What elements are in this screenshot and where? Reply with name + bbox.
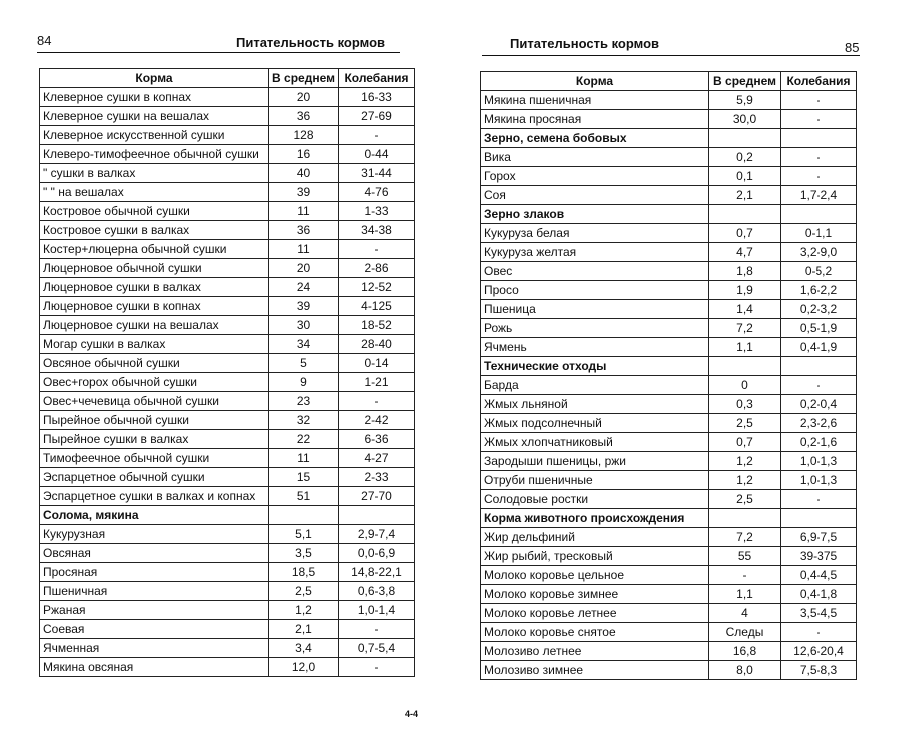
average-cell: 24 [269, 278, 339, 297]
feed-name-cell: Молоко коровье цельное [481, 566, 709, 585]
column-header: В среднем [269, 69, 339, 88]
table-row [40, 335, 415, 354]
table-row [40, 392, 415, 411]
range-cell: - [781, 110, 857, 129]
range-cell: 2-86 [339, 259, 415, 278]
table-row [481, 300, 857, 319]
feed-name-cell: " сушки в валках [40, 164, 269, 183]
range-cell [781, 205, 857, 224]
average-cell: 18,5 [269, 563, 339, 582]
average-cell: 32 [269, 411, 339, 430]
feed-name-cell: Клеверное искусственной сушки [40, 126, 269, 145]
feed-name-cell: Жир рыбий, тресковый [481, 547, 709, 566]
range-cell: 27-69 [339, 107, 415, 126]
table-row [40, 658, 415, 677]
feed-name-cell: Эспарцетное сушки в валках и копнах [40, 487, 269, 506]
range-cell: 0-1,1 [781, 224, 857, 243]
table-row [40, 240, 415, 259]
table-row [481, 319, 857, 338]
average-cell: 39 [269, 183, 339, 202]
feed-name-cell: Могар сушки в валках [40, 335, 269, 354]
average-cell: 5,1 [269, 525, 339, 544]
range-cell: 1,0-1,3 [781, 452, 857, 471]
average-cell: 0,2 [709, 148, 781, 167]
range-cell: - [781, 91, 857, 110]
feed-name-cell: Мякина просяная [481, 110, 709, 129]
range-cell: 2-33 [339, 468, 415, 487]
range-cell: 3,2-9,0 [781, 243, 857, 262]
header-rule [482, 55, 860, 56]
average-cell: 0,1 [709, 167, 781, 186]
feed-name-cell: Овес+горох обычной сушки [40, 373, 269, 392]
section-row [481, 357, 857, 376]
table-row [40, 107, 415, 126]
average-cell: 128 [269, 126, 339, 145]
feed-name-cell: Корма животного происхождения [481, 509, 709, 528]
feed-name-cell: Клеверо-тимофеечное обычной сушки [40, 145, 269, 164]
table-row [40, 164, 415, 183]
table-row [40, 297, 415, 316]
feed-name-cell: Костер+люцерна обычной сушки [40, 240, 269, 259]
feed-name-cell: Соевая [40, 620, 269, 639]
running-title: Питательность кормов [510, 36, 660, 51]
feed-name-cell: Тимофеечное обычной сушки [40, 449, 269, 468]
range-cell: 0,4-4,5 [781, 566, 857, 585]
average-cell: 20 [269, 259, 339, 278]
range-cell: 12,6-20,4 [781, 642, 857, 661]
feed-name-cell: Вика [481, 148, 709, 167]
page-number: 84 [37, 33, 52, 48]
average-cell: 7,2 [709, 319, 781, 338]
average-cell: 36 [269, 107, 339, 126]
range-cell: 2,9-7,4 [339, 525, 415, 544]
range-cell: 4-76 [339, 183, 415, 202]
table-row [481, 281, 857, 300]
feed-name-cell: Зерно злаков [481, 205, 709, 224]
range-cell: 2,3-2,6 [781, 414, 857, 433]
range-cell: 0-14 [339, 354, 415, 373]
range-cell [781, 129, 857, 148]
range-cell: 4-125 [339, 297, 415, 316]
column-header: Колебания [339, 69, 415, 88]
average-cell: 1,8 [709, 262, 781, 281]
range-cell: 1,0-1,3 [781, 471, 857, 490]
feed-name-cell: Кукуруза желтая [481, 243, 709, 262]
feed-name-cell: Люцерновое обычной сушки [40, 259, 269, 278]
average-cell: 30 [269, 316, 339, 335]
feed-name-cell: Костровое обычной сушки [40, 202, 269, 221]
feed-name-cell: Клеверное сушки на вешалах [40, 107, 269, 126]
average-cell: 0,7 [709, 433, 781, 452]
footer-mark: 4-4 [405, 709, 419, 719]
table-row [40, 525, 415, 544]
feed-name-cell: Ячменная [40, 639, 269, 658]
average-cell: 20 [269, 88, 339, 107]
feed-name-cell: Овсяная [40, 544, 269, 563]
feed-name-cell: Молоко коровье летнее [481, 604, 709, 623]
average-cell: 7,2 [709, 528, 781, 547]
average-cell: 1,4 [709, 300, 781, 319]
average-cell [709, 357, 781, 376]
section-row [40, 506, 415, 525]
feed-name-cell: Солома, мякина [40, 506, 269, 525]
feed-name-cell: Люцерновое сушки в копнах [40, 297, 269, 316]
average-cell: 11 [269, 449, 339, 468]
table-row [40, 373, 415, 392]
feed-name-cell: Барда [481, 376, 709, 395]
average-cell [709, 129, 781, 148]
average-cell: 1,9 [709, 281, 781, 300]
average-cell: 2,5 [269, 582, 339, 601]
table-row [40, 449, 415, 468]
feed-name-cell: Овсяное обычной сушки [40, 354, 269, 373]
table-row [481, 661, 857, 680]
table-row [40, 430, 415, 449]
average-cell: 51 [269, 487, 339, 506]
range-cell: 7,5-8,3 [781, 661, 857, 680]
average-cell: 2,5 [709, 490, 781, 509]
feed-name-cell: Овес [481, 262, 709, 281]
range-cell: 0,6-3,8 [339, 582, 415, 601]
table-row [481, 528, 857, 547]
table-row [40, 145, 415, 164]
feed-name-cell: Молозиво летнее [481, 642, 709, 661]
average-cell: 40 [269, 164, 339, 183]
range-cell: 31-44 [339, 164, 415, 183]
range-cell: - [781, 490, 857, 509]
feed-name-cell: Люцерновое сушки в валках [40, 278, 269, 297]
feed-name-cell: Пшеничная [40, 582, 269, 601]
table-row [481, 262, 857, 281]
average-cell: 5,9 [709, 91, 781, 110]
feed-name-cell: Кукуруза белая [481, 224, 709, 243]
feed-name-cell: Мякина пшеничная [481, 91, 709, 110]
header-rule [37, 52, 400, 53]
column-header: Корма [481, 72, 709, 91]
feed-name-cell: Кукурузная [40, 525, 269, 544]
section-row [481, 509, 857, 528]
average-cell: 16 [269, 145, 339, 164]
range-cell: 18-52 [339, 316, 415, 335]
average-cell: 34 [269, 335, 339, 354]
feed-name-cell: Просо [481, 281, 709, 300]
feed-name-cell: Жир дельфиний [481, 528, 709, 547]
table-row [40, 563, 415, 582]
range-cell: 28-40 [339, 335, 415, 354]
table-row [40, 620, 415, 639]
average-cell: 2,1 [709, 186, 781, 205]
table-row [481, 452, 857, 471]
range-cell: 0,0-6,9 [339, 544, 415, 563]
range-cell: 0,5-1,9 [781, 319, 857, 338]
column-header: Корма [40, 69, 269, 88]
table-row [481, 186, 857, 205]
average-cell: 39 [269, 297, 339, 316]
average-cell: 2,5 [709, 414, 781, 433]
feed-name-cell: Просяная [40, 563, 269, 582]
range-cell: 0,2-3,2 [781, 300, 857, 319]
range-cell: 39-375 [781, 547, 857, 566]
table-row [40, 639, 415, 658]
feed-name-cell: Соя [481, 186, 709, 205]
table-row [40, 259, 415, 278]
feed-name-cell: Солодовые ростки [481, 490, 709, 509]
feed-name-cell: Пшеница [481, 300, 709, 319]
average-cell: 3,4 [269, 639, 339, 658]
average-cell: 36 [269, 221, 339, 240]
average-cell: 11 [269, 240, 339, 259]
table-row [481, 471, 857, 490]
table-header-row [40, 69, 415, 88]
table-row [40, 487, 415, 506]
range-cell: 34-38 [339, 221, 415, 240]
table-row [481, 585, 857, 604]
table-row [481, 414, 857, 433]
table-row [40, 354, 415, 373]
range-cell: - [781, 376, 857, 395]
table-row [40, 183, 415, 202]
table-row [481, 395, 857, 414]
table-row [40, 411, 415, 430]
average-cell: 55 [709, 547, 781, 566]
table-header-row [481, 72, 857, 91]
range-cell: 0,4-1,8 [781, 585, 857, 604]
feed-name-cell: Жмых подсолнечный [481, 414, 709, 433]
average-cell: 16,8 [709, 642, 781, 661]
range-cell: 0,4-1,9 [781, 338, 857, 357]
range-cell: 1,0-1,4 [339, 601, 415, 620]
table-row [481, 167, 857, 186]
feed-name-cell: Отруби пшеничные [481, 471, 709, 490]
feed-table [480, 71, 857, 680]
feed-name-cell: Молоко коровье зимнее [481, 585, 709, 604]
feed-table [39, 68, 415, 677]
average-cell: 2,1 [269, 620, 339, 639]
table-row [40, 601, 415, 620]
range-cell: - [339, 240, 415, 259]
range-cell: 6,9-7,5 [781, 528, 857, 547]
average-cell: 12,0 [269, 658, 339, 677]
table-row [40, 88, 415, 107]
range-cell: - [339, 620, 415, 639]
average-cell: 9 [269, 373, 339, 392]
feed-name-cell: Жмых хлопчатниковый [481, 433, 709, 452]
average-cell: 23 [269, 392, 339, 411]
average-cell: 22 [269, 430, 339, 449]
range-cell: 0-44 [339, 145, 415, 164]
range-cell: 1-21 [339, 373, 415, 392]
range-cell: 0,2-1,6 [781, 433, 857, 452]
feed-name-cell: Ячмень [481, 338, 709, 357]
feed-name-cell: Овес+чечевица обычной сушки [40, 392, 269, 411]
average-cell: 30,0 [709, 110, 781, 129]
range-cell: - [339, 392, 415, 411]
table-row [481, 433, 857, 452]
feed-name-cell: Зародыши пшеницы, ржи [481, 452, 709, 471]
average-cell [709, 205, 781, 224]
table-row [40, 126, 415, 145]
range-cell: - [339, 126, 415, 145]
feed-name-cell: Мякина овсяная [40, 658, 269, 677]
average-cell: - [709, 566, 781, 585]
table-row [481, 623, 857, 642]
section-row [481, 205, 857, 224]
table-row [481, 148, 857, 167]
range-cell: 27-70 [339, 487, 415, 506]
table-row [481, 547, 857, 566]
column-header: В среднем [709, 72, 781, 91]
table-row [481, 566, 857, 585]
average-cell: Следы [709, 623, 781, 642]
range-cell: 2-42 [339, 411, 415, 430]
range-cell: 0,7-5,4 [339, 639, 415, 658]
table-row [40, 544, 415, 563]
table-row [40, 221, 415, 240]
range-cell: - [781, 623, 857, 642]
range-cell [781, 357, 857, 376]
page-number: 85 [845, 40, 860, 55]
column-header: Колебания [781, 72, 857, 91]
feed-name-cell: Технические отходы [481, 357, 709, 376]
table-row [481, 604, 857, 623]
range-cell: 14,8-22,1 [339, 563, 415, 582]
table-row [40, 582, 415, 601]
table-row [481, 338, 857, 357]
average-cell: 0,7 [709, 224, 781, 243]
range-cell: 6-36 [339, 430, 415, 449]
feed-name-cell: Горох [481, 167, 709, 186]
feed-name-cell: Ржаная [40, 601, 269, 620]
feed-name-cell: Костровое сушки в валках [40, 221, 269, 240]
range-cell: 0-5,2 [781, 262, 857, 281]
range-cell: - [339, 658, 415, 677]
range-cell: 3,5-4,5 [781, 604, 857, 623]
table-row [481, 376, 857, 395]
average-cell: 0,3 [709, 395, 781, 414]
range-cell: - [781, 167, 857, 186]
average-cell: 15 [269, 468, 339, 487]
average-cell: 8,0 [709, 661, 781, 680]
feed-name-cell: Молоко коровье снятое [481, 623, 709, 642]
feed-name-cell: Зерно, семена бобовых [481, 129, 709, 148]
average-cell: 0 [709, 376, 781, 395]
average-cell [269, 506, 339, 525]
feed-name-cell: Эспарцетное обычной сушки [40, 468, 269, 487]
average-cell: 1,1 [709, 585, 781, 604]
range-cell [781, 509, 857, 528]
table-row [481, 490, 857, 509]
running-title: Питательность кормов [236, 35, 386, 50]
section-row [481, 129, 857, 148]
range-cell: 4-27 [339, 449, 415, 468]
average-cell [709, 509, 781, 528]
feed-name-cell: Люцерновое сушки на вешалах [40, 316, 269, 335]
range-cell: 12-52 [339, 278, 415, 297]
feed-name-cell: Клеверное сушки в копнах [40, 88, 269, 107]
feed-name-cell: Молозиво зимнее [481, 661, 709, 680]
average-cell: 1,2 [709, 452, 781, 471]
table-row [40, 468, 415, 487]
average-cell: 1,2 [709, 471, 781, 490]
table-row [40, 202, 415, 221]
table-row [481, 243, 857, 262]
range-cell: 1,7-2,4 [781, 186, 857, 205]
table-row [40, 316, 415, 335]
range-cell: 16-33 [339, 88, 415, 107]
range-cell: - [781, 148, 857, 167]
average-cell: 4,7 [709, 243, 781, 262]
average-cell: 1,1 [709, 338, 781, 357]
average-cell: 4 [709, 604, 781, 623]
range-cell: 1,6-2,2 [781, 281, 857, 300]
feed-name-cell: Пырейное обычной сушки [40, 411, 269, 430]
range-cell: 0,2-0,4 [781, 395, 857, 414]
feed-name-cell: Пырейное сушки в валках [40, 430, 269, 449]
average-cell: 1,2 [269, 601, 339, 620]
table-row [40, 278, 415, 297]
average-cell: 11 [269, 202, 339, 221]
table-row [481, 224, 857, 243]
range-cell [339, 506, 415, 525]
feed-name-cell: " " на вешалах [40, 183, 269, 202]
table-row [481, 91, 857, 110]
feed-name-cell: Жмых льняной [481, 395, 709, 414]
table-row [481, 642, 857, 661]
table-row [481, 110, 857, 129]
range-cell: 1-33 [339, 202, 415, 221]
feed-name-cell: Рожь [481, 319, 709, 338]
average-cell: 5 [269, 354, 339, 373]
average-cell: 3,5 [269, 544, 339, 563]
